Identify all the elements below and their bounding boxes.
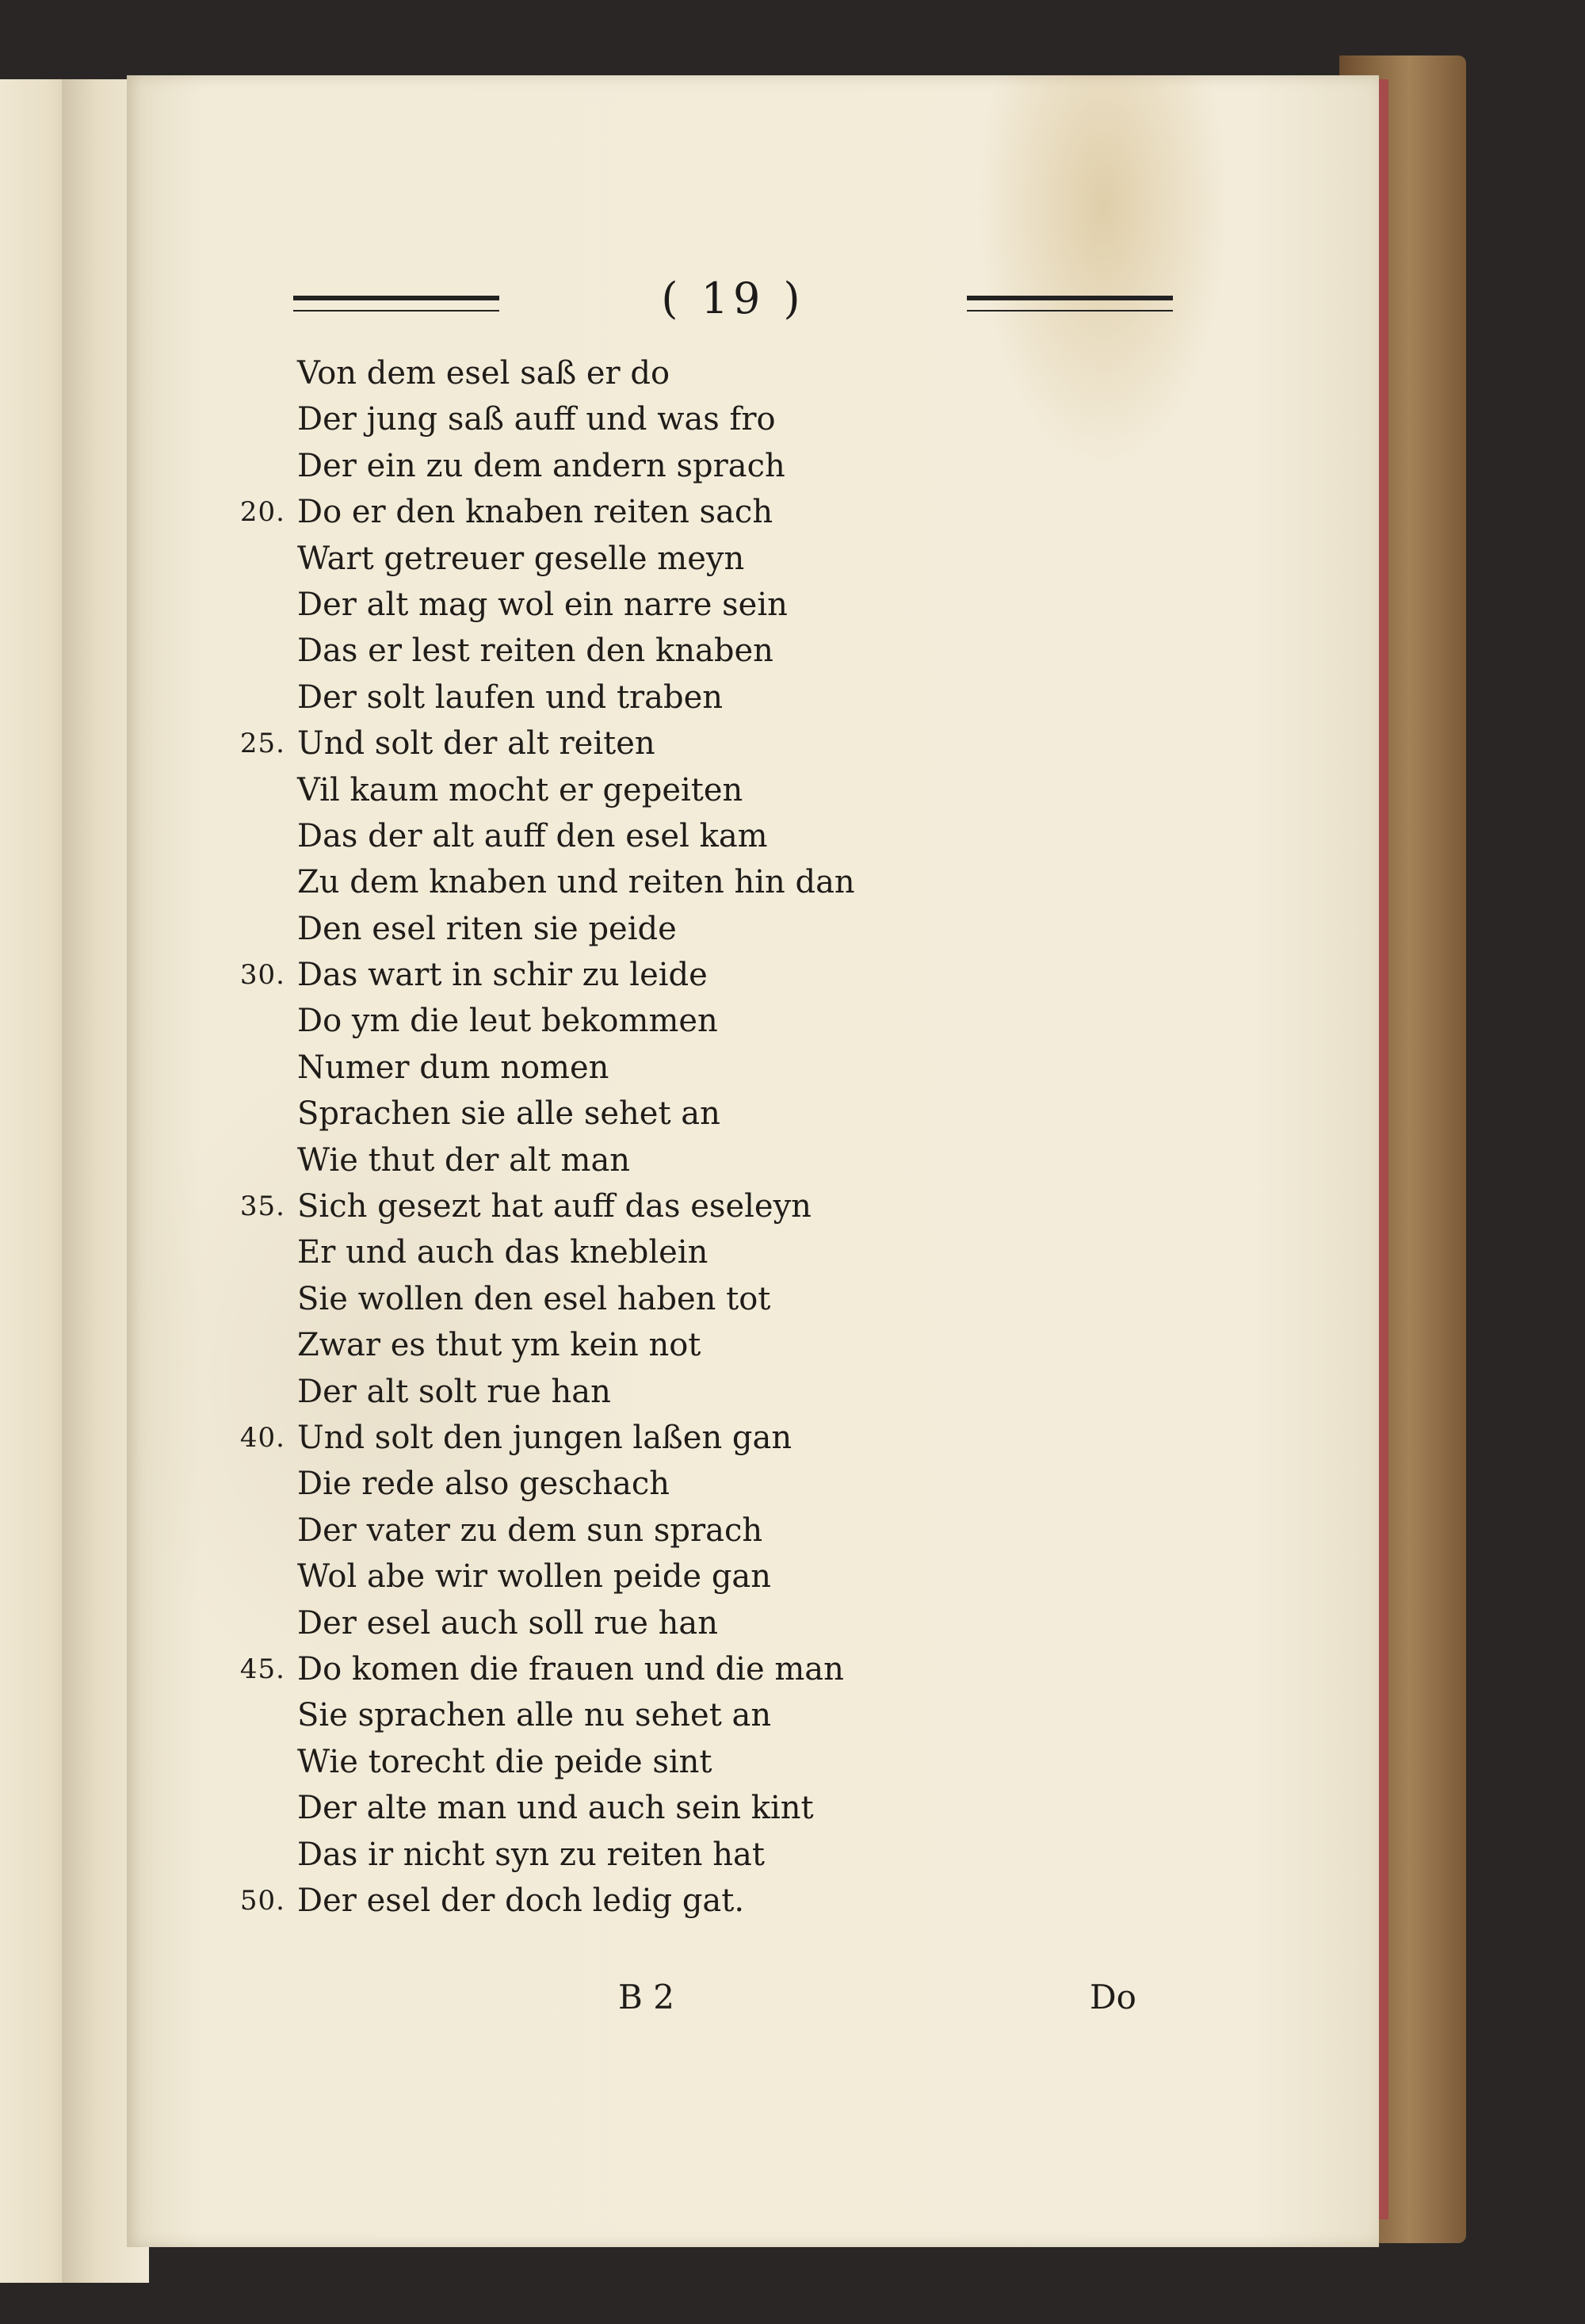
line-number: 45. xyxy=(239,1653,285,1685)
verse-line xyxy=(127,1739,1379,1785)
line-text: Der alt mag wol ein narre sein xyxy=(297,586,788,623)
verse-line xyxy=(127,1461,1379,1507)
line-text: Sich gesezt hat auff das eseleyn xyxy=(297,1188,812,1225)
catchword: Do xyxy=(1090,1978,1136,2016)
verse-line xyxy=(127,1554,1379,1600)
verse-line xyxy=(127,1183,1379,1229)
line-text: Der ein zu dem andern sprach xyxy=(297,447,785,484)
verse-line xyxy=(127,1369,1379,1415)
line-text: Der jung saß auff und was fro xyxy=(297,401,776,438)
header-rule-right xyxy=(967,296,1173,312)
line-text: Wart getreuer geselle meyn xyxy=(297,540,745,577)
verse-line xyxy=(127,859,1379,905)
verse-line xyxy=(127,1508,1379,1554)
verse-line xyxy=(127,396,1379,442)
verse-line xyxy=(127,998,1379,1044)
line-text: Wol abe wir wollen peide gan xyxy=(297,1558,772,1596)
verse-line xyxy=(127,1322,1379,1368)
verse-line xyxy=(127,1600,1379,1646)
line-number: 25. xyxy=(239,728,285,760)
line-text: Zu dem knaben und reiten hin dan xyxy=(297,864,855,901)
verse-line xyxy=(127,675,1379,721)
verse-line xyxy=(127,1692,1379,1738)
line-text: Der alt solt rue han xyxy=(297,1373,611,1410)
line-text: Sprachen sie alle sehet an xyxy=(297,1095,720,1133)
verse-line xyxy=(127,628,1379,674)
verse-line xyxy=(127,721,1379,766)
line-text: Das er lest reiten den knaben xyxy=(297,633,773,670)
verse-line xyxy=(127,1276,1379,1322)
line-text: Do er den knaben reiten sach xyxy=(297,494,773,531)
line-text: Das der alt auff den esel kam xyxy=(297,817,768,854)
line-text: Vil kaum mocht er gepeiten xyxy=(297,771,743,808)
line-text: Von dem esel saß er do xyxy=(297,355,670,392)
verse-line xyxy=(127,1832,1379,1878)
line-text: Wie thut der alt man xyxy=(297,1141,631,1179)
line-text: Do ym die leut bekommen xyxy=(297,1003,718,1040)
line-number: 20. xyxy=(239,496,285,529)
line-number: 40. xyxy=(239,1421,285,1454)
line-text: Der solt laufen und traben xyxy=(297,678,724,716)
line-text: Der esel der doch ledig gat. xyxy=(297,1882,745,1919)
line-text: Zwar es thut ym kein not xyxy=(297,1327,701,1364)
line-text: Numer dum nomen xyxy=(297,1049,609,1086)
line-text: Er und auch das kneblein xyxy=(297,1234,708,1271)
verse-line xyxy=(127,1229,1379,1275)
line-text: Der vater zu dem sun sprach xyxy=(297,1512,763,1549)
verse-line xyxy=(127,1646,1379,1692)
signature-mark: B 2 xyxy=(618,1978,674,2016)
line-text: Den esel riten sie peide xyxy=(297,910,677,947)
book-page xyxy=(127,75,1379,2247)
line-text: Der esel auch soll rue han xyxy=(297,1604,718,1642)
line-text: Die rede also geschach xyxy=(297,1466,670,1503)
verse-line xyxy=(127,767,1379,813)
page-number: ( 19 ) xyxy=(661,273,805,323)
verse-line xyxy=(127,1045,1379,1091)
line-text: Und solt den jungen laßen gan xyxy=(297,1419,792,1456)
verse-line xyxy=(127,1415,1379,1461)
verse-line xyxy=(127,489,1379,535)
verse-line xyxy=(127,1878,1379,1924)
cover-red-stripe xyxy=(1377,79,1388,2219)
page-header xyxy=(293,273,1173,337)
line-text: Do komen die frauen und die man xyxy=(297,1650,844,1688)
verse-line xyxy=(127,582,1379,628)
verse-line xyxy=(127,952,1379,998)
verse-line xyxy=(127,1785,1379,1831)
verse-line xyxy=(127,906,1379,952)
verse-line xyxy=(127,813,1379,859)
verse-line xyxy=(127,350,1379,396)
verse-line xyxy=(127,536,1379,582)
verse-line xyxy=(127,443,1379,489)
line-number: 30. xyxy=(239,959,285,992)
line-text: Das ir nicht syn zu reiten hat xyxy=(297,1836,765,1873)
line-text: Das wart in schir zu leide xyxy=(297,957,708,994)
verse-block xyxy=(127,350,1379,1924)
line-text: Sie sprachen alle nu sehet an xyxy=(297,1697,772,1734)
line-number: 35. xyxy=(239,1191,285,1223)
line-text: Sie wollen den esel haben tot xyxy=(297,1280,771,1317)
line-text: Der alte man und auch sein kint xyxy=(297,1790,814,1827)
line-text: Und solt der alt reiten xyxy=(297,725,655,763)
verse-line xyxy=(127,1137,1379,1183)
line-text: Wie torecht die peide sint xyxy=(297,1743,712,1780)
line-number: 50. xyxy=(239,1884,285,1917)
verse-line xyxy=(127,1091,1379,1137)
